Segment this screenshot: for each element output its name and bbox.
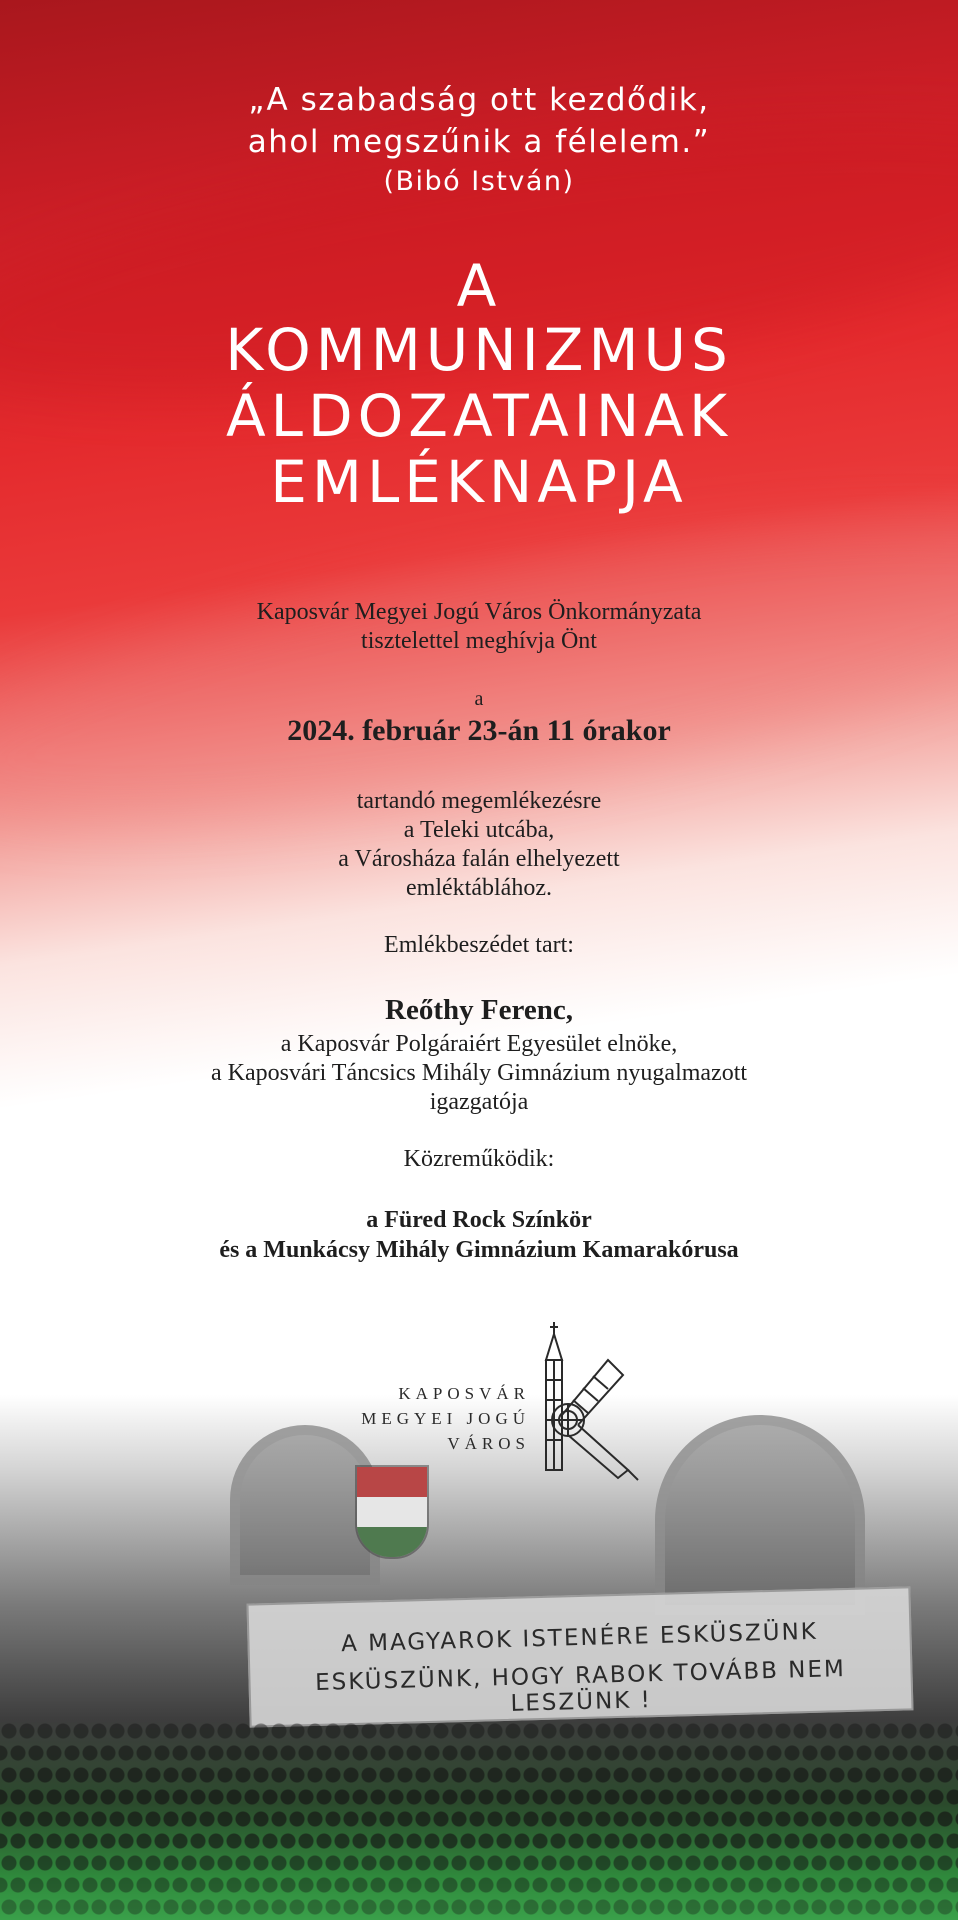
place-line-3: a Városháza falán elhelyezett bbox=[338, 846, 620, 872]
title-line-2: KOMMUNIZMUS bbox=[225, 316, 733, 384]
contrib-line-2: és a Munkácsy Mihály Gimnázium Kamarakórusa bbox=[219, 1237, 739, 1263]
speaker-name: Reőthy Ferenc, bbox=[385, 994, 573, 1026]
speaker-role-3: igazgatója bbox=[429, 1089, 529, 1115]
logo-text-line-3: VÁROS bbox=[447, 1434, 530, 1453]
connector-a: a bbox=[474, 688, 484, 710]
banner-line-2: ESKÜSZÜNK, HOGY RABOK TOVÁBB NEM LESZÜNK ! bbox=[314, 1656, 847, 1717]
quote-author: (Bibó István) bbox=[383, 166, 575, 197]
title-line-4: EMLÉKNAPJA bbox=[270, 448, 688, 516]
host-line-2: tisztelettel meghívja Önt bbox=[361, 628, 597, 654]
host-line-1: Kaposvár Megyei Jogú Város Önkormányzata bbox=[256, 599, 702, 625]
event-datetime: 2024. február 23-án 11 órakor bbox=[287, 714, 671, 747]
place-line-2: a Teleki utcába, bbox=[403, 817, 555, 843]
title-line-3: ÁLDOZATAINAK bbox=[225, 382, 733, 450]
logo-text-line-1: KAPOSVÁR bbox=[398, 1384, 530, 1403]
crowd-row bbox=[0, 1896, 958, 1918]
speaker-role-1: a Kaposvár Polgáraiért Egyesület elnöke, bbox=[280, 1031, 678, 1057]
quote-line-2: ahol megszűnik a félelem.” bbox=[247, 124, 711, 160]
speech-label: Emlékbeszédet tart: bbox=[384, 932, 574, 958]
crowd-row bbox=[0, 1830, 958, 1852]
crowd-row bbox=[0, 1808, 958, 1830]
crowd-row bbox=[0, 1786, 958, 1808]
contrib-line-1: a Füred Rock Színkör bbox=[366, 1207, 592, 1233]
photo-window-right bbox=[655, 1415, 865, 1615]
title-line-1: A bbox=[456, 252, 502, 320]
crowd-row bbox=[0, 1852, 958, 1874]
photo-protest-banner bbox=[246, 1586, 913, 1727]
crowd-row bbox=[0, 1720, 958, 1742]
city-logo bbox=[300, 1320, 660, 1510]
banner-line-1: A MAGYAROK ISTENÉRE ESKÜSZÜNK bbox=[340, 1618, 819, 1658]
speaker-role-2: a Kaposvári Táncsics Mihály Gimnázium nyugalmazott bbox=[210, 1060, 748, 1086]
logo-text-line-2: MEGYEI JOGÚ bbox=[361, 1409, 530, 1428]
place-line-1: tartandó megemlékezésre bbox=[356, 788, 602, 814]
crowd-row bbox=[0, 1764, 958, 1786]
crowd-row bbox=[0, 1742, 958, 1764]
crowd-row bbox=[0, 1874, 958, 1896]
quote-line-1: „A szabadság ott kezdődik, bbox=[248, 82, 710, 118]
contrib-label: Közreműködik: bbox=[403, 1146, 555, 1172]
kaposvar-crest-icon bbox=[538, 1320, 648, 1500]
place-line-4: emléktáblához. bbox=[406, 875, 552, 901]
